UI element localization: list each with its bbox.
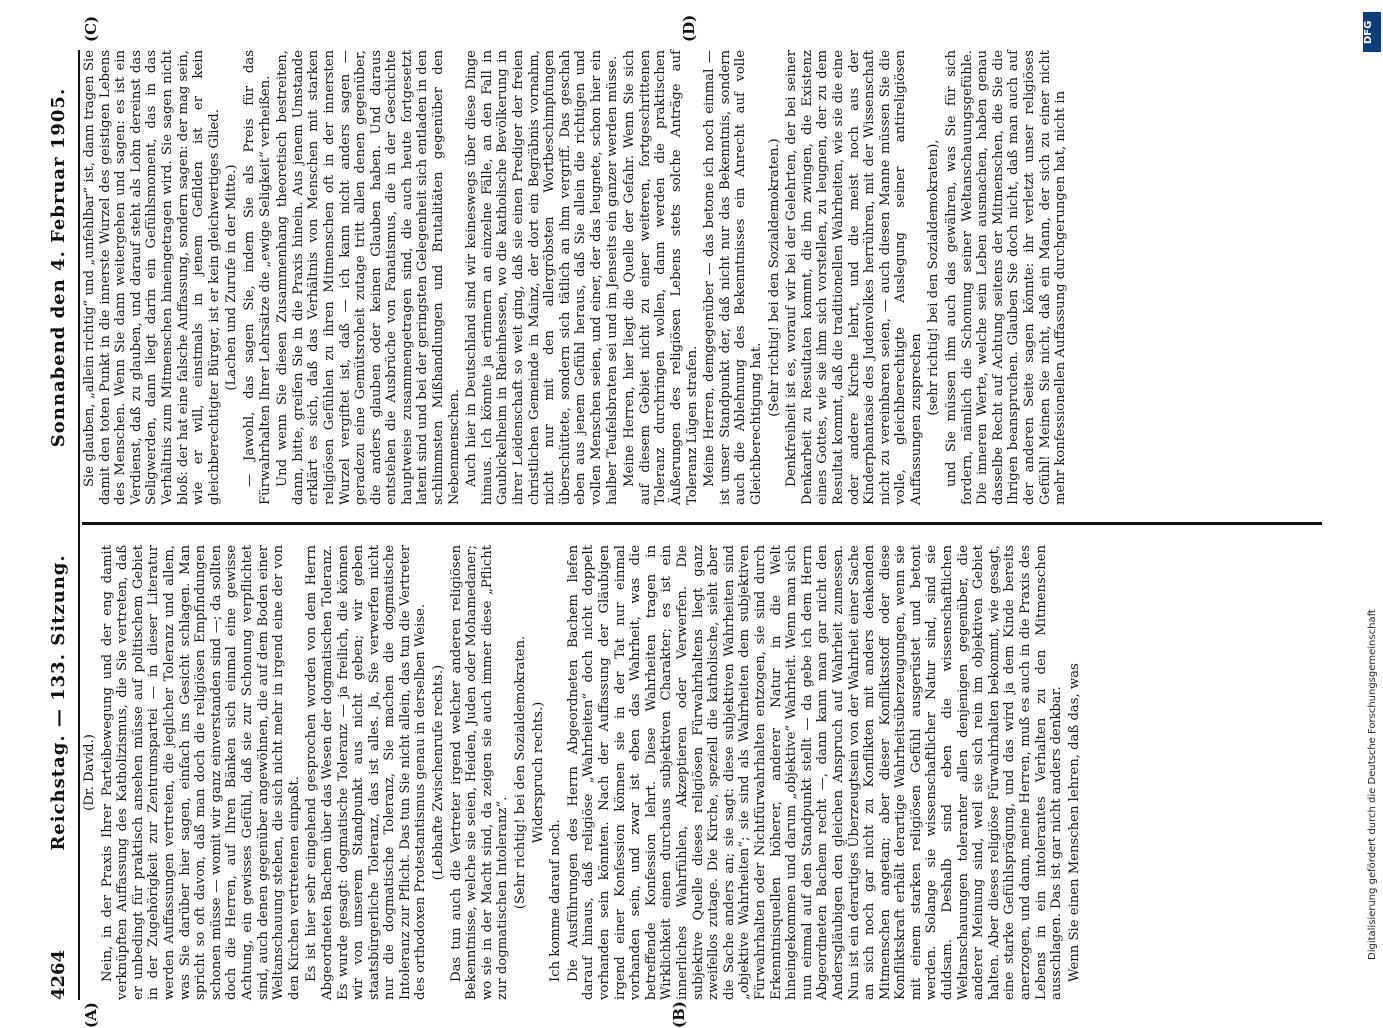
- digitization-credit: Digitalisierung gefördert durch die Deutsche Forschungsgemeinschaft: [1367, 609, 1378, 960]
- paragraph: Meine Herren, demgegenüber — das betone ich noch einmal — ist unser Standpunkt der, daß nicht nur das Bekenntnis, sondern auch die Ablehnung des Bekenntnisses ein Anrecht auf volle Gleichberechtigung hat.: [702, 50, 764, 505]
- interjection: (sehr richtig! bei den Sozialdemokraten),: [926, 139, 942, 416]
- paragraph: Wenn Sie einen Menschen lehren, daß das, was: [1066, 663, 1082, 982]
- paragraph: — Jawohl, das sagen Sie, indem Sie als Preis für das Fürwahrhalten Ihrer Lehrsätze die „ewige Seligkeit“ verheißen.: [241, 50, 273, 505]
- header-rule: [78, 50, 80, 1000]
- margin-marker-b: (B): [670, 1001, 688, 1028]
- page-number: 4264: [47, 949, 69, 1000]
- paragraph: Meine Herren, hier liegt die Quelle der Gefahr. Wenn Sie sich auf diesem Gebiet nicht zu einer weiteren, fortgeschrittenen Toleranz durchringen wollen, dann werden die praktischen Äußerungen des religiösen Lebens stets solche Anträge auf Toleranz Lügen strafen.: [622, 50, 700, 505]
- left-column: [82, 545, 1322, 1000]
- paragraph: Ich komme darauf noch.: [548, 819, 564, 982]
- margin-marker-d: (D): [680, 14, 698, 42]
- paragraph: Es ist hier sehr eingehend gesprochen worden von dem Herrn Abgeordneten Bachem über das Wesen der dogmatischen Toleranz. Es wurde gesagt: dogmatische Toleranz — ja freilich, die können wir von unserem Standpunkt aus nicht geben; wir geben staatsbürgerliche Toleranz, das ist alles. Ja, Sie verwerfen nicht nur die dogmatische Toleranz, Sie machen die dogmatische Intoleranz zur Pflicht. Das tun Sie nicht allein, das tun die Vertreter des orthodoxen Protestantismus genau in derselben Weise.: [304, 545, 429, 1000]
- margin-marker-a: (A): [82, 1002, 100, 1028]
- header-right-title: Sonnabend den 4. Februar 1905.: [47, 87, 69, 448]
- rotated-content: [40, 14, 1330, 1028]
- dfg-logo: DFG: [1363, 12, 1381, 52]
- paragraph: und Sie müssen ihm auch das gewähren, was Sie für sich fordern, nämlich die Schonung seiner Weltanschauungsgefühle. Die inneren Werte, welche sein Leben ausmachen, haben genau dasselbe Recht auf Achtung seitens der Mitmenschen, die Sie die Ihrigen beanspruchen. Glauben Sie doch nicht, daß man auch auf der anderen Seite sagen könnte: ihr verletzt unser religiöses Gefühl! Meinen Sie nicht, daß ein Mann, der sich zu einer nicht mehr konfessionellen Auffassung durchgerungen hat, nicht in: [944, 50, 1069, 505]
- interjection: (Sehr richtig! bei den Sozialdemokraten.: [513, 635, 529, 910]
- header-left-title: Reichstag. — 133. Sitzung.: [47, 554, 69, 851]
- interjection: (Lebhafte Zwischenrufe rechts.): [431, 664, 447, 881]
- paragraph: Und wenn Sie diesen Zusammenhang theoretisch bestreiten, dann, bitte, greifen Sie in die Praxis hinein. Aus jenem Umstande erklärt es sich, daß das Verhältnis von Menschen mit starken religiösen Gefühlen zu ihren Mitmenschen oft in der innersten Wurzel vergiftet ist, daß — ich kann nicht anders sagen — geradezu eine Gemütsroheit zutage tritt allen denen gegenüber, die anders glauben oder keinen Glauben haben. Und daraus entstehen die Ausbrüche von Fanatismus, die in der Geschichte hauptweise zusammengetragen sind, die auch heute fortgesetzt latent sind und bei der geringsten Gelegenheit sich entladen in den schlimmsten Mißhandlungen und Brutalitäten gegenüber den Nebenmenschen.: [275, 50, 462, 505]
- speaker-label: (Dr. David.): [82, 734, 97, 811]
- right-column: [82, 50, 1322, 505]
- interjection: (Lachen und Zurufe in der Mitte.): [224, 164, 240, 391]
- margin-marker-c: (C): [82, 15, 100, 42]
- paragraph: Das tun auch die Vertreter irgend welcher anderen religiösen Bekenntnisse, welche sie seien, Heiden, Juden oder Mohamedaner; wo sie in der Macht sind, da zeigen sie auch immer diese „Pflicht zur dogmatischen Intoleranz“.: [448, 545, 511, 1000]
- paragraph: Auch hier in Deutschland sind wir keineswegs über diese Dinge hinaus. Ich könnte ja erinnern an einzelne Fälle, an den Fall in Gaubickelheim in Rheinhessen, wo die katholische Bevölkerung in ihrer Leidenschaft so weit ging, daß sie einen Prediger der freien christlichen Gemeinde in Mainz, der dort ein Begräbnis vornahm, nicht nur mit den allergröbsten Wortbeschimpfungen überschüttete, sondern sich tätlich an ihm vergriff. Das geschah eben aus jenem Gefühl heraus, daß Sie allein die richtigen und vollen Menschen seien, und einer, der das leugnete, schon hier ein halber Teufelsbraten sei und im Jenseits ein ganzer werden müsse.: [464, 50, 620, 505]
- column-divider: [82, 522, 1322, 525]
- paragraph: Nein, in der Praxis Ihrer Parteibewegung und der eng damit verknüpften Auffassung des Katholizismus, die Sie vertreten, daß er unbedingt für praktisch ansehen müsse auf politischem Gebiet in der Zugehörigkeit zur Zentrumspartei — in dieser Literatur werden Auffassungen vertreten, die jeglicher Toleranz und allem, was Sie darüber hier sagen, einfach ins Gesicht schlagen. Man spricht so oft davon, daß man doch die religiösen Empfindungen schonen müsse — womit wir ganz einverstanden sind —; da sollten doch die Herren, auf Ihren Bänken sich einmal eine gewisse Achtung, ein gewisses Gefühl, daß sie zur Schonung verpflichtet sind, auch denen gegenüber angewöhnen, die auf dem Boden einer Weltanschauung stehen, die sich nicht mehr in irgend eine der von den Kirchen vertretenen einpaßt.: [99, 545, 302, 1000]
- page-header: [40, 50, 76, 1000]
- interjection: Widerspruch rechts.): [530, 701, 546, 844]
- interjection: (Sehr richtig! bei den Sozialdemokraten.): [766, 138, 782, 417]
- paragraph: Die Ausführungen des Herrn Abgeordneten Bachem liefen darauf hinaus, daß religiöse „Wahrheiten“ doch nicht doppelt vorhanden sein könnten. Nach der Auffassung der Gläubigen irgend einer Konfession können sie in der Tat nur einmal vorhanden sein, und zwar ist eben das Wahrheit, was die betreffende Konfession lehrt. Diese Wahrheiten tragen in Wirklichkeit einen durchaus subjektiven Charakter; es ist ein innerliches Wahrfühlen, Akzeptieren oder Verwerfen. Die subjektive Quelle dieses religiösen Fürwahrhaltens liegt ganz zweifellos zutage. Die Kirche, speziell die katholische, sieht aber die Sache anders an; sie sagt: diese subjektiven Wahrheiten sind „objektive Wahrheiten“; sie sind als Wahrheiten dem subjektiven Fürwahrhalten oder Nichtfürwahrhalten entzogen, sie sind durch Erkenntnisquellen höherer, anderer Natur in die Welt hineingekommen und darum „objektive“ Wahrheit. Wenn man sich nun einmal auf den Standpunkt stellt — da gebe ich dem Herrn Abgeordneten Bachem recht —, dann kann man gar nicht den Andersgläubigen den gleichen Anspruch auf Wahrheit zumessen. Nun ist ein derartiges Überzeugtsein von der Wahrheit einer Sache an sich noch gar nicht zu Konflikten mit anders denkenden Mitmenschen angetan; aber dieser Konfliktsstoff oder diese Konfliktskraft erhält derartige Wahrheitsüberzeugungen, wenn sie mit einem starken religiösen Gefühl ausgerüstet und betont werden. Solange sie wissenschaftlicher Natur sind, sind sie duldsam. Deshalb sind eben die wissenschaftlichen Weltanschauungen toleranter allen denjenigen gegenüber, die anderer Meinung sind, weil sie sich rein im objektiven Gebiet halten. Aber dieses religiöse Fürwahrhalten bekommt, wie gesagt, eine starke Gefühlsprägung, und das wird ja dem Kinde bereits anerzogen, und dann, meine Herren, muß es auch in die Praxis des Lebens in ein intolerantes Verhalten zu den Mitmenschen ausschlagen. Das ist gar nicht anders denkbar.: [565, 545, 1065, 1000]
- paragraph: Sie glauben, „allein richtig“ und „unfehlbar“ ist, dann tragen Sie damit den toten Punkt in die innerste Wurzel des geistigen Lebens des Menschen. Wenn Sie dann weitergehen und sagen: es ist ein Verdienst, daß zu glauben, und darauf steht als Lohn dereinst das Seligwerden, dann liegt darin ein Gefühlsmoment, das in das Verhältnis zum Mitmenschen hineingetragen wird. Sie sagen nicht bloß: der hat eine falsche Auffassung, sondern sagen: der mag sein, wie er will, einstmals in jenem Gefilden ist er kein gleichberechtigter Bürger, ist er kein gleichwertiges Glied.: [82, 49, 222, 505]
- paragraph: Denkfreiheit ist es, worauf wir bei der Gelehrten, der bei seiner Denkarbeit zu Resultaten kommt, die ihn zwingen, die Existenz eines Gottes, wie sie ihm sich vorstellen, zu leugnen, der zu dem Resultat kommt, daß die traditionellen Wahrheiten, wie sie die eine oder andere Kirche lehrt, und die meist noch aus der Kinderphantasie des Judenvolkes herrühren, mit der Wissenschaft nicht zu vereinbaren seien, — auch diesen Manne müssen Sie die volle, gleichberechtigte Auslegung seiner antireligiösen Auffassungen zusprechen: [784, 50, 924, 505]
